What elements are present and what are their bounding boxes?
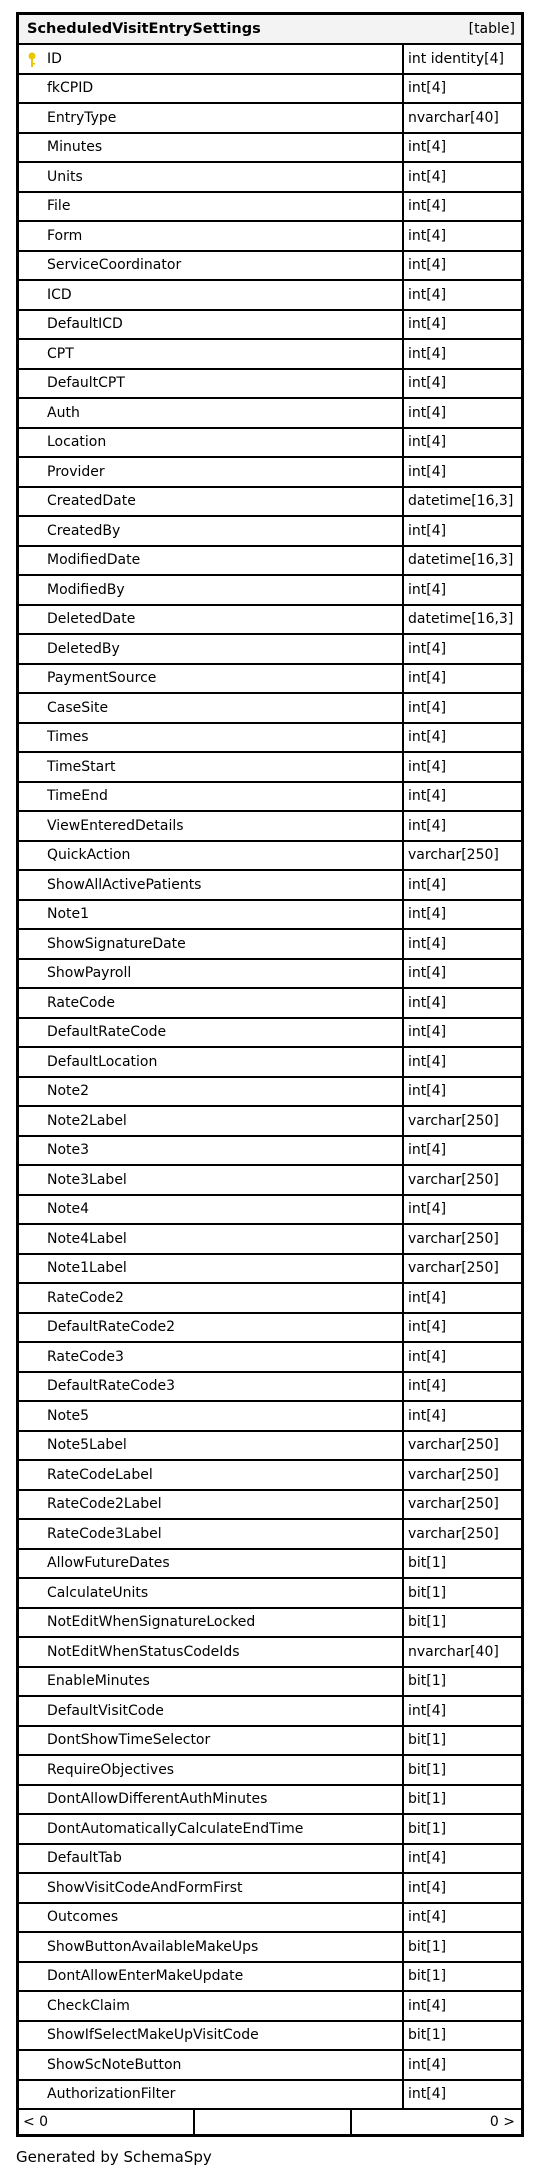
column-name: Note1Label (19, 1255, 404, 1283)
column-row (19, 75, 521, 105)
column-name: Note4Label (19, 1225, 404, 1253)
column-name: Note5 (19, 1402, 404, 1430)
column-type: int[4] (408, 906, 447, 923)
column-type: int[4] (408, 965, 447, 982)
column-type: varchar[250] (408, 1171, 499, 1188)
column-name: ICD (19, 281, 404, 309)
column-type: int[4] (408, 670, 447, 687)
generated-by-label: Generated by SchemaSpy (16, 2148, 212, 2166)
column-name: CaseSite (19, 694, 404, 722)
column-name: AuthorizationFilter (19, 2081, 404, 2109)
column-row (19, 1166, 521, 1196)
column-name: CalculateUnits (19, 1579, 404, 1607)
column-name: EntryType (19, 104, 404, 132)
column-type: varchar[250] (408, 1260, 499, 1277)
column-type: bit[1] (408, 2027, 447, 2044)
column-row (19, 606, 521, 636)
column-name: DefaultRateCode2 (19, 1314, 404, 1342)
column-name: DefaultLocation (19, 1048, 404, 1076)
column-name: DontAutomaticallyCalculateEndTime (19, 1815, 404, 1843)
column-row (19, 134, 521, 164)
column-row (19, 1373, 521, 1403)
column-name: NotEditWhenSignatureLocked (19, 1609, 404, 1637)
column-name: ModifiedBy (19, 576, 404, 604)
column-row (19, 1107, 521, 1137)
column-name: Form (19, 222, 404, 250)
column-type: int[4] (408, 581, 447, 598)
column-row (19, 1196, 521, 1226)
column-row (19, 163, 521, 193)
column-type: int[4] (408, 1142, 447, 1159)
column-type: bit[1] (408, 1614, 447, 1631)
column-row (19, 370, 521, 400)
column-type: int[4] (408, 316, 447, 333)
column-type: int[4] (408, 935, 447, 952)
column-type: int[4] (408, 876, 447, 893)
column-row (19, 694, 521, 724)
column-row (19, 1432, 521, 1462)
column-name: ShowButtonAvailableMakeUps (19, 1933, 404, 1961)
column-row (19, 1904, 521, 1934)
column-row (19, 1314, 521, 1344)
column-row (19, 193, 521, 223)
column-name: CPT (19, 340, 404, 368)
column-row (19, 1638, 521, 1668)
column-row (19, 2081, 521, 2111)
column-row (19, 281, 521, 311)
column-type: int[4] (408, 1289, 447, 1306)
column-row (19, 1255, 521, 1285)
table-box (16, 12, 524, 2137)
column-type: int[4] (408, 257, 447, 274)
column-type: int[4] (408, 404, 447, 421)
column-row (19, 783, 521, 813)
column-row (19, 1579, 521, 1609)
column-row (19, 1992, 521, 2022)
column-row (19, 488, 521, 518)
column-row (19, 399, 521, 429)
column-name: Note5Label (19, 1432, 404, 1460)
column-type: datetime[16,3] (408, 611, 514, 628)
column-type: int[4] (408, 168, 447, 185)
column-row (19, 960, 521, 990)
table-name: ScheduledVisitEntrySettings (27, 21, 261, 37)
column-name: Outcomes (19, 1904, 404, 1932)
column-name: TimeEnd (19, 783, 404, 811)
column-name: DefaultRateCode (19, 1019, 404, 1047)
column-type: varchar[250] (408, 1466, 499, 1483)
column-name: RateCode (19, 989, 404, 1017)
column-row (19, 104, 521, 134)
column-type: bit[1] (408, 1761, 447, 1778)
column-type: varchar[250] (408, 1230, 499, 1247)
column-type: int[4] (408, 1053, 447, 1070)
column-type: varchar[250] (408, 847, 499, 864)
column-type: datetime[16,3] (408, 493, 514, 510)
column-name: ShowIfSelectMakeUpVisitCode (19, 2022, 404, 2050)
column-type: int[4] (408, 522, 447, 539)
column-row (19, 1520, 521, 1550)
column-name: TimeStart (19, 753, 404, 781)
column-type: int[4] (408, 1879, 447, 1896)
column-name: ModifiedDate (19, 547, 404, 575)
column-type: bit[1] (408, 1938, 447, 1955)
column-row (19, 871, 521, 901)
column-row (19, 1461, 521, 1491)
column-row (19, 1756, 521, 1786)
column-row (19, 311, 521, 341)
column-type: bit[1] (408, 1820, 447, 1837)
column-row (19, 1874, 521, 1904)
column-name: DefaultTab (19, 1845, 404, 1873)
column-type: bit[1] (408, 1968, 447, 1985)
column-type: int[4] (408, 1348, 447, 1365)
column-name: Location (19, 429, 404, 457)
column-type: int[4] (408, 345, 447, 362)
column-row (19, 930, 521, 960)
column-name: DontAllowDifferentAuthMinutes (19, 1786, 404, 1814)
column-type: int[4] (408, 729, 447, 746)
column-name: DontShowTimeSelector (19, 1727, 404, 1755)
primary-key-icon (27, 52, 37, 68)
column-type: int[4] (408, 994, 447, 1011)
column-name: CheckClaim (19, 1992, 404, 2020)
column-name: RateCode3Label (19, 1520, 404, 1548)
column-row (19, 2051, 521, 2081)
column-name: Note3 (19, 1137, 404, 1165)
column-type: int[4] (408, 139, 447, 156)
column-row (19, 1019, 521, 1049)
column-row (19, 45, 521, 75)
column-name: Note1 (19, 901, 404, 929)
column-name: DontAllowEnterMakeUpdate (19, 1963, 404, 1991)
column-type: int[4] (408, 1201, 447, 1218)
column-name: NotEditWhenStatusCodeIds (19, 1638, 404, 1666)
column-row (19, 2022, 521, 2052)
column-row (19, 1048, 521, 1078)
column-row (19, 1137, 521, 1167)
column-type: int[4] (408, 640, 447, 657)
column-name: RateCode2Label (19, 1491, 404, 1519)
column-type: int[4] (408, 817, 447, 834)
column-type: int[4] (408, 286, 447, 303)
column-type: bit[1] (408, 1791, 447, 1808)
column-type: int[4] (408, 1909, 447, 1926)
column-row (19, 1933, 521, 1963)
table-footer (19, 2110, 521, 2134)
column-name: Times (19, 724, 404, 752)
column-name: PaymentSource (19, 665, 404, 693)
column-name: Auth (19, 399, 404, 427)
column-name: DefaultVisitCode (19, 1697, 404, 1725)
column-row (19, 458, 521, 488)
column-row (19, 252, 521, 282)
table-kind-label: [table] (468, 21, 515, 37)
column-row (19, 665, 521, 695)
column-row (19, 1078, 521, 1108)
column-row (19, 901, 521, 931)
column-type: int[4] (408, 1024, 447, 1041)
column-name: ShowAllActivePatients (19, 871, 404, 899)
column-type: int[4] (408, 434, 447, 451)
column-name: Provider (19, 458, 404, 486)
column-name: AllowFutureDates (19, 1550, 404, 1578)
column-name: File (19, 193, 404, 221)
column-type: int[4] (408, 463, 447, 480)
column-type: bit[1] (408, 1555, 447, 1572)
column-type: bit[1] (408, 1732, 447, 1749)
column-row (19, 1402, 521, 1432)
column-row (19, 1284, 521, 1314)
footer-children-count: 0 > (489, 2114, 515, 2130)
column-name: RateCodeLabel (19, 1461, 404, 1489)
column-type: int[4] (408, 1378, 447, 1395)
column-row (19, 753, 521, 783)
column-name: RateCode3 (19, 1343, 404, 1371)
column-name: ServiceCoordinator (19, 252, 404, 280)
column-name: Note2Label (19, 1107, 404, 1135)
column-row (19, 635, 521, 665)
column-name: DeletedBy (19, 635, 404, 663)
column-row (19, 1668, 521, 1698)
column-type: bit[1] (408, 1673, 447, 1690)
footer-middle (195, 2110, 352, 2134)
column-type: int[4] (408, 1702, 447, 1719)
column-name: DeletedDate (19, 606, 404, 634)
column-row (19, 1963, 521, 1993)
column-name: ShowSignatureDate (19, 930, 404, 958)
column-row (19, 1550, 521, 1580)
column-type: int[4] (408, 788, 447, 805)
column-name: DefaultICD (19, 311, 404, 339)
column-name: Note4 (19, 1196, 404, 1224)
column-row (19, 1727, 521, 1757)
column-name: ID (19, 45, 404, 73)
column-type: int[4] (408, 1850, 447, 1867)
column-name: CreatedDate (19, 488, 404, 516)
column-type: int[4] (408, 2086, 447, 2103)
column-row (19, 1491, 521, 1521)
column-name: RateCode2 (19, 1284, 404, 1312)
column-type: int[4] (408, 227, 447, 244)
column-type: int identity[4] (408, 50, 504, 67)
column-name: Note3Label (19, 1166, 404, 1194)
column-type: int[4] (408, 758, 447, 775)
column-type: datetime[16,3] (408, 552, 514, 569)
column-row (19, 989, 521, 1019)
column-type: int[4] (408, 375, 447, 392)
column-type: int[4] (408, 1083, 447, 1100)
footer-parents-count: < 0 (19, 2110, 195, 2134)
column-type: nvarchar[40] (408, 1643, 499, 1660)
column-row (19, 517, 521, 547)
column-row (19, 340, 521, 370)
column-row (19, 842, 521, 872)
column-type: varchar[250] (408, 1112, 499, 1129)
column-row (19, 1343, 521, 1373)
column-row (19, 429, 521, 459)
column-row (19, 1815, 521, 1845)
column-row (19, 1845, 521, 1875)
column-list (19, 45, 521, 2110)
column-type: int[4] (408, 1407, 447, 1424)
column-row (19, 1609, 521, 1639)
column-name: CreatedBy (19, 517, 404, 545)
column-name: DefaultRateCode3 (19, 1373, 404, 1401)
table-header (19, 15, 521, 45)
column-name: EnableMinutes (19, 1668, 404, 1696)
column-row (19, 724, 521, 754)
column-name: ShowVisitCodeAndFormFirst (19, 1874, 404, 1902)
column-row (19, 222, 521, 252)
column-name: ShowPayroll (19, 960, 404, 988)
column-type: int[4] (408, 198, 447, 215)
column-type: int[4] (408, 1319, 447, 1336)
column-name: QuickAction (19, 842, 404, 870)
column-type: int[4] (408, 80, 447, 97)
column-type: int[4] (408, 2056, 447, 2073)
column-type: varchar[250] (408, 1437, 499, 1454)
column-row (19, 812, 521, 842)
column-type: nvarchar[40] (408, 109, 499, 126)
column-name: DefaultCPT (19, 370, 404, 398)
column-type: int[4] (408, 699, 447, 716)
column-name: fkCPID (19, 75, 404, 103)
column-type: bit[1] (408, 1584, 447, 1601)
column-name: ViewEnteredDetails (19, 812, 404, 840)
column-type: int[4] (408, 1997, 447, 2014)
column-type: varchar[250] (408, 1525, 499, 1542)
column-name: RequireObjectives (19, 1756, 404, 1784)
column-type: varchar[250] (408, 1496, 499, 1513)
column-name: Minutes (19, 134, 404, 162)
column-row (19, 547, 521, 577)
column-row (19, 1786, 521, 1816)
column-name: Note2 (19, 1078, 404, 1106)
column-row (19, 1697, 521, 1727)
column-row (19, 576, 521, 606)
column-name: ShowScNoteButton (19, 2051, 404, 2079)
column-row (19, 1225, 521, 1255)
column-name: Units (19, 163, 404, 191)
